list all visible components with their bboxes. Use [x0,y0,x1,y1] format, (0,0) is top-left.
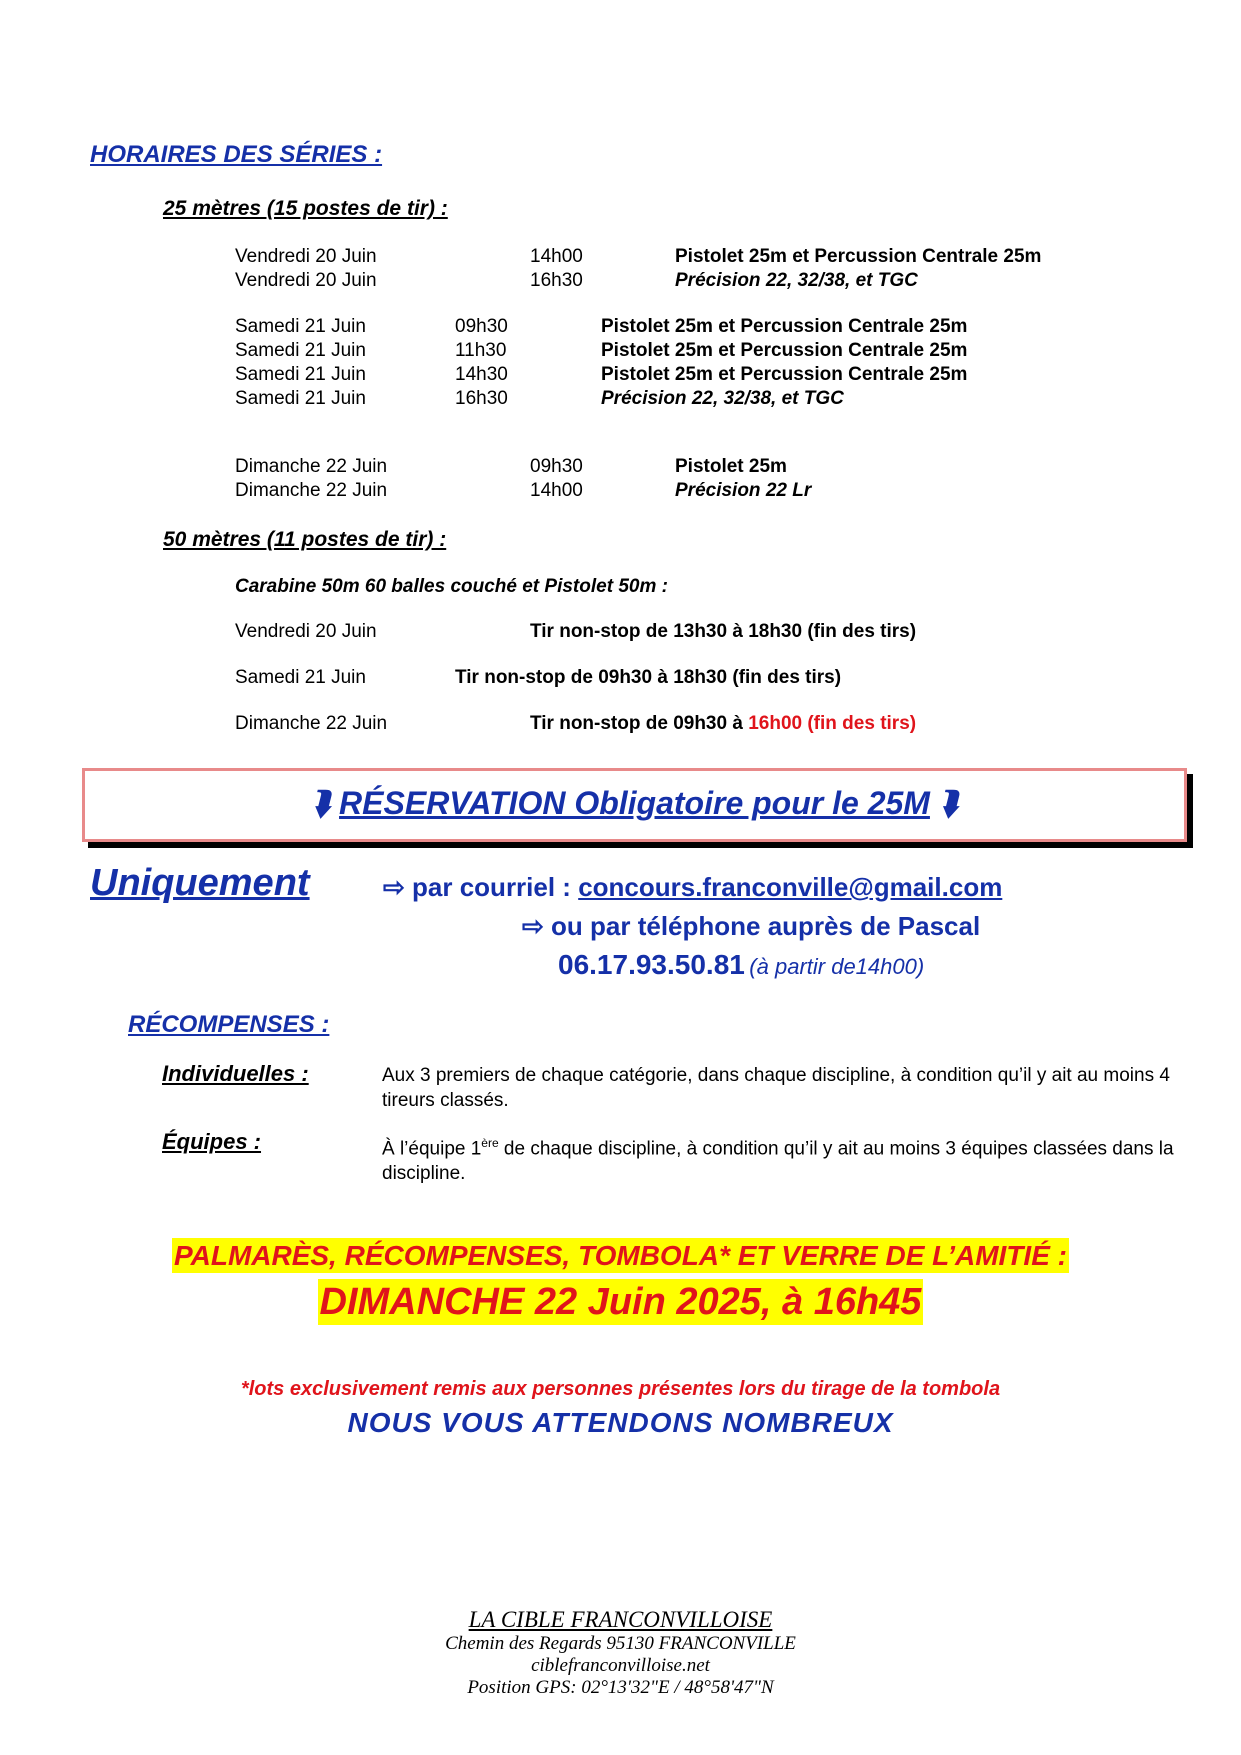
day-label: Samedi 21 Juin [235,340,366,361]
arrow-down-left-icon: ⮯ [311,785,331,821]
arrow-right-icon: ⇨ [522,911,544,941]
arrow-right-icon: ⇨ [383,872,405,902]
time-label: 11h30 [455,340,507,361]
time-label: 14h00 [530,480,583,501]
reservation-label: RÉSERVATION Obligatoire pour le 25M [339,785,930,821]
time-label: 16h30 [530,270,583,291]
attendons-text: NOUS VOUS ATTENDONS NOMBREUX [347,1407,894,1438]
uniquement-label: Uniquement [90,862,310,904]
time-label: 14h00 [530,246,583,267]
arrow-down-right-icon: ⮯ [938,785,958,821]
footer-address: Chemin des Regards 95130 FRANCONVILLE [445,1633,796,1654]
event-label: Tir non-stop de 09h30 à 18h30 (fin des tirs) [455,667,842,688]
event-label [530,713,916,735]
equipes-text-b: de chaque discipline, à condition qu’il y ait au moins 3 équipes classées dans la discipline. [382,1138,1174,1185]
individuelles-text: Aux 3 premiers de chaque catégorie, dans chaque discipline, à condition qu’il y ait au moins 4 tireurs classés. [382,1065,1170,1111]
day-label: Samedi 21 Juin [235,667,366,688]
equipes-text-a: À l’équipe 1 [382,1138,482,1160]
day-label: Samedi 21 Juin [235,364,366,385]
event-label: Pistolet 25m et Percussion Centrale 25m [601,316,968,337]
email-line [383,872,1002,903]
event-label: Précision 22, 32/38, et TGC [601,388,844,409]
equipes-text [382,1131,1182,1186]
palmares-date-line [0,1281,1241,1324]
section-25m-title: 25 mètres (15 postes de tir) : [163,197,448,220]
day-label: Dimanche 22 Juin [235,713,388,734]
reservation-banner [82,768,1187,842]
event-label: Pistolet 25m et Percussion Centrale 25m [601,340,968,361]
time-label: 14h30 [455,364,508,385]
lots-note: *lots exclusivement remis aux personnes présentes lors du tirage de la tombola [240,1378,1001,1400]
footer-title: LA CIBLE FRANCONVILLOISE [468,1607,773,1632]
time-label: 16h30 [455,388,508,409]
palmares-heading: PALMARÈS, RÉCOMPENSES, TOMBOLA* ET VERRE DE L’AMITIÉ : [174,1240,1067,1271]
event-label-main: Tir non-stop de 09h30 à [530,713,749,734]
horaires-title: HORAIRES DES SÉRIES : [90,141,383,168]
event-label: Tir non-stop de 13h30 à 18h30 (fin des tirs) [530,621,917,642]
email-link[interactable]: concours.franconville@gmail.com [578,872,1003,902]
event-label: Précision 22 Lr [675,480,812,501]
phone-note: (à partir de14h00) [749,954,925,979]
day-label: Vendredi 20 Juin [235,621,377,642]
equipes-sup: ère [481,1136,499,1150]
phone-number[interactable]: 06.17.93.50.81 [558,949,745,980]
footer [0,1607,1241,1699]
phone-label: ou par téléphone auprès de Pascal [551,911,981,941]
footer-gps: Position GPS: 02°13'32"E / 48°58'47"N [467,1677,774,1698]
individuelles-label: Individuelles : [162,1061,309,1086]
palmares-line [0,1240,1241,1272]
day-label: Dimanche 22 Juin [235,456,388,477]
phone-line [522,911,980,942]
reservation-text [85,785,1184,823]
email-label: par courriel : [412,872,579,902]
day-label: Dimanche 22 Juin [235,480,388,501]
recompenses-title: RÉCOMPENSES : [128,1011,330,1038]
event-label: Précision 22, 32/38, et TGC [675,270,918,291]
event-label: Pistolet 25m et Percussion Centrale 25m [675,246,1042,267]
event-label-highlight: 16h00 (fin des tirs) [748,713,917,734]
time-label: 09h30 [455,316,508,337]
event-label: Pistolet 25m et Percussion Centrale 25m [601,364,968,385]
time-label: 09h30 [530,456,583,477]
footer-website[interactable]: ciblefranconvilloise.net [531,1655,710,1676]
event-label: Pistolet 25m [675,456,787,477]
equipes-label: Équipes : [162,1129,262,1154]
lots-note-line [0,1378,1241,1401]
section-50m-title: 50 mètres (11 postes de tir) : [163,528,447,551]
attendons-line [0,1407,1241,1439]
phone-number-line [558,949,924,981]
palmares-date: DIMANCHE 22 Juin 2025, à 16h45 [319,1281,922,1323]
day-label: Samedi 21 Juin [235,316,366,337]
day-label: Samedi 21 Juin [235,388,366,409]
section-50m-subtitle: Carabine 50m 60 balles couché et Pistolet 50m : [235,576,668,597]
day-label: Vendredi 20 Juin [235,246,377,267]
day-label: Vendredi 20 Juin [235,270,377,291]
